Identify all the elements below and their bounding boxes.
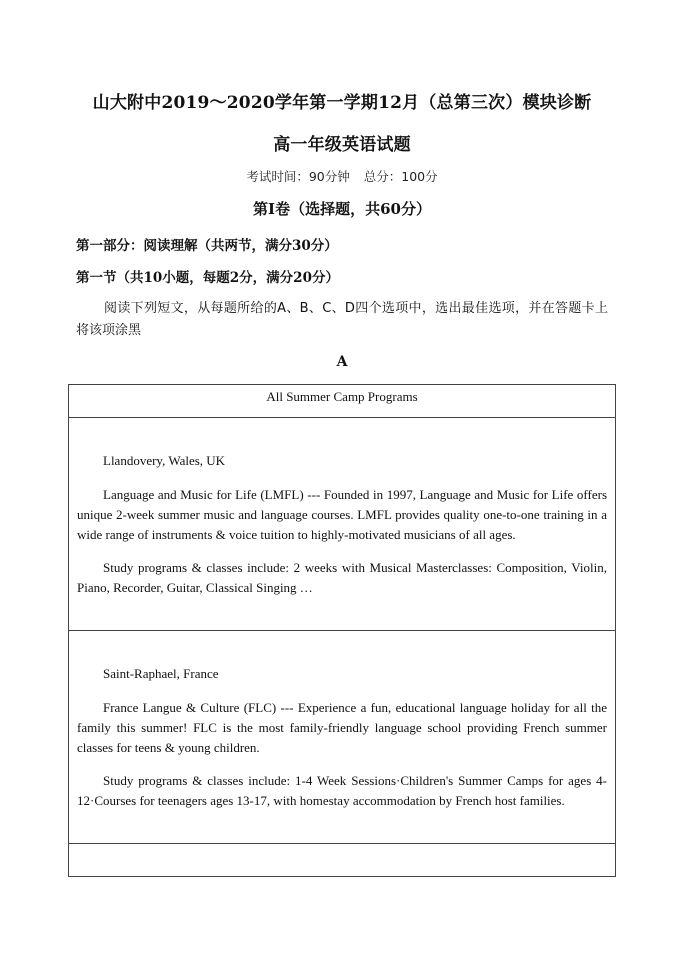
empty-table-row (69, 844, 616, 877)
section-heading: 第一节（共10小题，每题2分，满分20分） (76, 270, 339, 286)
table-title: All Summer Camp Programs (69, 385, 616, 418)
passage-label: A (336, 354, 348, 370)
volume-heading: 第Ⅰ卷（选择题，共60分） (253, 200, 431, 218)
camp-table (68, 384, 616, 877)
camp-entry (69, 418, 616, 631)
exam-subtitle: 高一年级英语试题 (273, 135, 411, 155)
camp-entry (69, 631, 616, 844)
exam-score: 总分：100分 (363, 169, 438, 184)
camp-programs: Study programs & classes include: 1-4 Week Sessions·Children's Summer Camps for ages 4-12·Courses for teenagers ages 13-17, with homestay accommodation by French host families. (77, 773, 607, 808)
camp-programs: Study programs & classes include: 2 weeks with Musical Masterclasses: Composition, Violin, Piano, Recorder, Guitar, Classical Singing … (77, 560, 607, 595)
camp-location: Llandovery, Wales, UK (103, 453, 226, 468)
part-heading: 第一部分：阅读理解（共两节，满分30分） (76, 238, 338, 254)
exam-time: 考试时间：90分钟 (246, 169, 350, 184)
camp-description: Language and Music for Life (LMFL) --- Founded in 1997, Language and Music for Life offers unique 2-week summer music and language courses. LMFL provides quality one-to-one training in a wide range of instruments & voice tuition to highly-motivated musicians of all ages. (77, 487, 607, 542)
camp-description: France Langue & Culture (FLC) --- Experience a fun, educational language holiday for all the family this summer! FLC is the most family-friendly language school providing French summer classes for teens & young children. (77, 700, 607, 755)
camp-location: Saint-Raphael, France (103, 666, 219, 681)
exam-title: 山大附中2019～2020学年第一学期12月（总第三次）模块诊断 (92, 93, 592, 113)
instructions: 阅读下列短文，从每题所给的A、B、C、D四个选项中，选出最佳选项，并在答题卡上将该项涂黑 (76, 301, 608, 338)
exam-meta (0, 167, 684, 185)
